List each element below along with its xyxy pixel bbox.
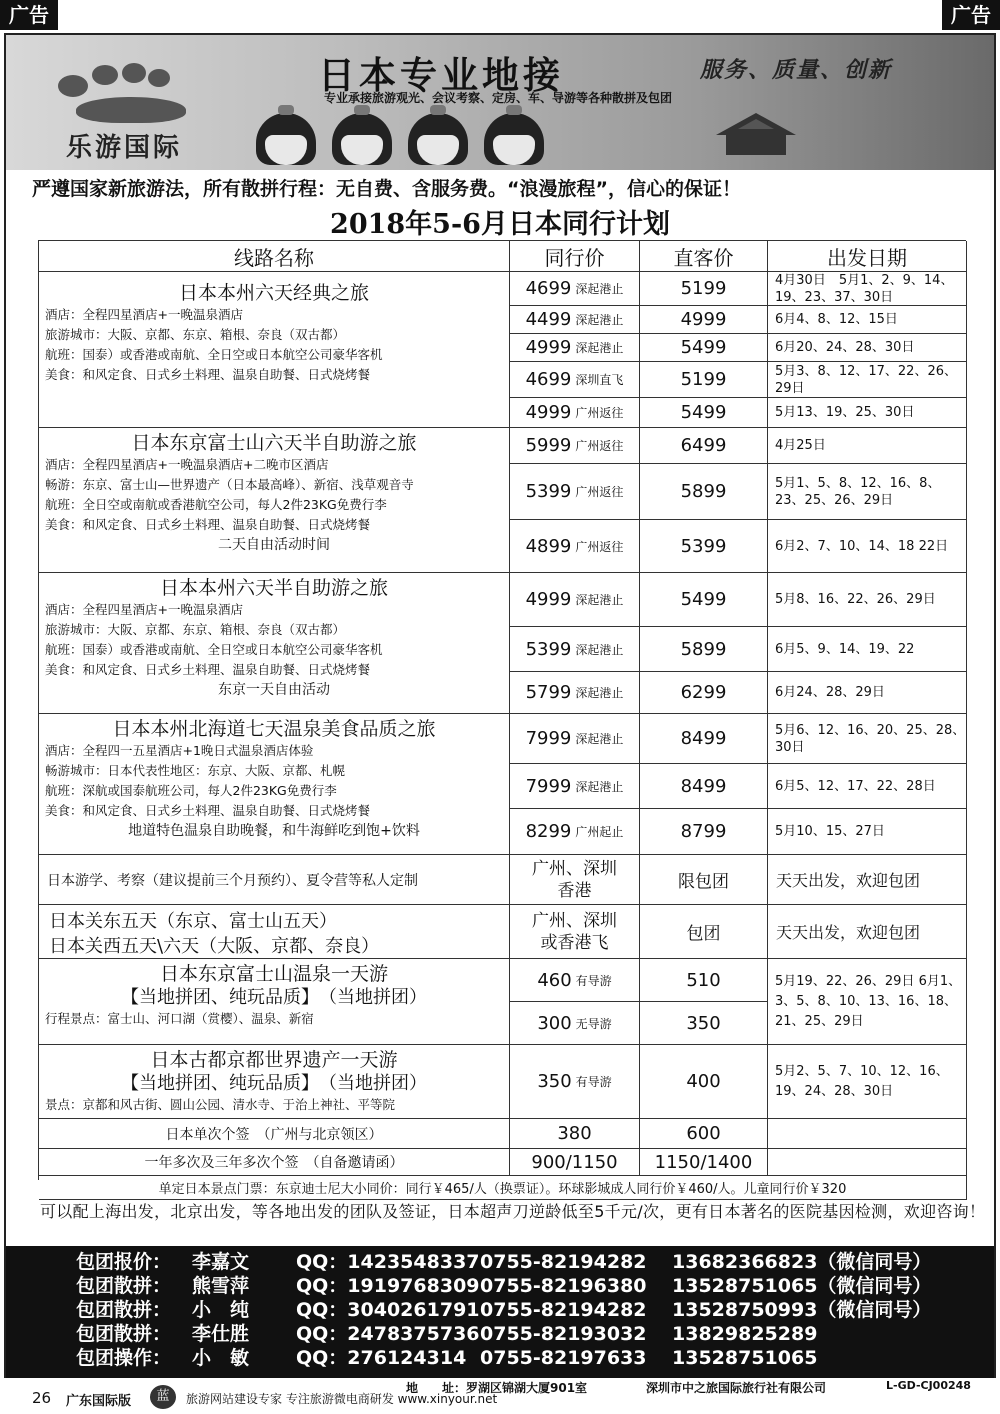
license-number: L-GD-CJ00248 <box>886 1379 971 1392</box>
route-cell <box>39 428 510 573</box>
peer-price-cell <box>510 764 640 809</box>
service-note: 可以配上海出发，北京出发，等各地出发的团队及签证，日本超声刀逆龄低至5千元/次，更有日本著名的医院基因检测，欢迎咨询！ <box>40 1202 986 1221</box>
route-detail: 酒店：全程四星酒店+一晚温泉酒店 <box>45 602 243 617</box>
direct-price: 8499 <box>640 714 768 764</box>
slogan: 服务、质量、创新 <box>700 58 893 83</box>
itinerary-table <box>38 240 966 1197</box>
peer-price: 5799 <box>525 682 572 703</box>
peer-price-cell <box>510 334 640 362</box>
page-footer <box>0 1380 1000 1414</box>
peer-price: 4999 <box>525 402 572 423</box>
departure-city: 深起港止 <box>575 732 624 746</box>
route-cell <box>39 272 510 428</box>
contact-tel: 0755-82193032 <box>480 1323 647 1345</box>
departure-dates: 4月30日 5月1、2、9、14、19、23、37、30日 <box>768 272 967 306</box>
route-detail: 酒店：全程四星酒店+一晚温泉酒店 <box>45 307 243 322</box>
route-detail: 旅游城市：大阪、京都、东京、箱根、奈良（双古都） <box>45 327 346 342</box>
peer-price-cell <box>510 428 640 464</box>
policy-statement: 严遵国家新旅游法，所有散拼行程：无自费、含服务费。“浪漫旅程”，信心的保证！ <box>32 178 741 200</box>
footprint-logo-icon <box>148 69 170 87</box>
contact-name: 小 纯 <box>192 1299 250 1321</box>
departure-dates: 6月5、9、14、19、22 <box>768 627 967 672</box>
contact-role: 包团散拼： <box>76 1299 172 1321</box>
departure-dates: 4月25日 <box>768 428 967 464</box>
peer-price: 300 <box>537 1012 572 1034</box>
departure-city: 广州返往 <box>575 439 624 453</box>
header-dates: 出发日期 <box>768 241 967 272</box>
visa-label: 日本单次个签 （广州与北京领区） <box>39 1119 510 1149</box>
peer-price: 4499 <box>525 309 572 330</box>
doll-icon <box>256 113 316 165</box>
doll-icon <box>408 113 468 165</box>
departure-dates: 5月13、19、25、30日 <box>768 398 967 428</box>
contact-qq: QQ：1919768309 <box>296 1275 480 1297</box>
departure-dates: 6月4、8、12、15日 <box>768 306 967 334</box>
peer-price-cell <box>510 520 640 573</box>
peer-price-cell <box>510 809 640 855</box>
contact-panel <box>6 1246 994 1378</box>
peer-price-cell <box>510 362 640 398</box>
route-cell <box>39 573 510 714</box>
route-title: 日本本州六天经典之旅 <box>178 282 369 304</box>
peer-price-cell <box>510 398 640 428</box>
ad-tag-left: 广告 <box>0 0 58 30</box>
direct-price: 5499 <box>640 398 768 428</box>
departure-city: 广州返往 <box>575 485 624 499</box>
direct-price: 5899 <box>640 464 768 520</box>
peer-price-cell <box>510 627 640 672</box>
contact-name: 李仕胜 <box>192 1323 250 1345</box>
route-title: 日本东京富士山六天半自助游之旅 <box>131 432 417 454</box>
peer-price-cell <box>510 672 640 714</box>
peer-price: 460 <box>537 969 572 991</box>
day-tour-detail: 行程景点：富士山、河口湖（赏樱）、温泉、新宿 <box>45 1011 314 1026</box>
departure-dates: 5月8、16、22、26、29日 <box>768 573 967 627</box>
departure-city: 深圳直飞 <box>575 373 624 387</box>
direct-price: 4999 <box>640 306 768 334</box>
route-detail: 美食：和风定食、日式乡土料理、温泉自助餐、日式烧烤餐 <box>45 662 371 677</box>
route-detail: 畅游：东京、富士山—世界遗产（日本最高峰）、新宿、浅草观音寺 <box>45 477 414 492</box>
footprint-logo-icon <box>58 75 88 97</box>
direct-price: 6299 <box>640 672 768 714</box>
direct-price: 8499 <box>640 764 768 809</box>
peer-price-cell <box>510 272 640 306</box>
direct-price: 350 <box>640 1002 768 1045</box>
custom-tour-dates: 天天出发，欢迎包团 <box>768 855 967 905</box>
guide-note: 无导游 <box>575 1016 612 1031</box>
footprint-logo-icon <box>76 97 186 123</box>
peer-price-cell <box>510 573 640 627</box>
guide-note: 有导游 <box>575 973 612 988</box>
company-name: 深圳市中之旅国际旅行社有限公司 <box>646 1381 827 1395</box>
custom-tour-direct: 限包团 <box>640 855 768 905</box>
group-tour-peer: 广州、深圳 或香港飞 <box>510 905 640 959</box>
brand-name: 乐游国际 <box>66 133 183 163</box>
departure-dates: 5月19、22、26、29日 6月1、3、5、8、10、13、16、18、21、25、29日 <box>768 959 967 1045</box>
peer-price: 4699 <box>525 369 572 390</box>
contact-name: 李嘉文 <box>192 1251 250 1273</box>
peer-price-cell <box>510 1002 640 1045</box>
brand-title: 日本专业地接 <box>318 54 564 97</box>
departure-dates: 5月10、15、27日 <box>768 809 967 855</box>
contact-tel: 0755-82196380 <box>480 1275 647 1297</box>
direct-price: 510 <box>640 959 768 1002</box>
route-detail: 畅游城市：日本代表性地区：东京、大阪、京都、札幌 <box>45 763 346 778</box>
banner <box>6 35 994 170</box>
page-number: 26 <box>32 1389 52 1407</box>
route-detail: 航班：国泰）或香港或南航、全日空或日本航空公司豪华客机 <box>45 642 383 657</box>
day-tour-title: 日本古都京都世界遗产一天游 <box>150 1049 398 1071</box>
group-tour-dates: 天天出发，欢迎包团 <box>768 905 967 959</box>
footprint-logo-icon <box>92 65 118 85</box>
contact-mobile: 13829825289 <box>672 1323 818 1345</box>
departure-city: 深起港止 <box>575 341 624 355</box>
contact-tel: 0755-82194282 <box>480 1299 647 1321</box>
plan-title: 2018年5-6月日本同行计划 <box>330 209 670 240</box>
guide-note: 有导游 <box>575 1075 612 1089</box>
day-tour-tag: 【当地拼团、纯玩品质】 （当地拼团） <box>121 987 427 1008</box>
doll-icon <box>332 113 392 165</box>
day-tour-title: 日本东京富士山温泉一天游 <box>159 963 388 985</box>
publisher-logo-icon: 蓝 <box>150 1385 176 1409</box>
contact-role: 包团散拼： <box>76 1323 172 1345</box>
peer-price: 5399 <box>525 481 572 502</box>
day-tour-cell <box>39 959 510 1045</box>
advertisement-page <box>4 33 996 1395</box>
route-cell <box>39 714 510 855</box>
contact-mobile: 13682366823（微信同号） <box>672 1251 932 1273</box>
contact-mobile: 13528751065（微信同号） <box>672 1275 932 1297</box>
day-tour-detail: 景点：京都和风古街、圆山公园、清水寺、于治上神社、平等院 <box>45 1097 396 1112</box>
contact-row <box>6 1346 994 1370</box>
direct-price: 400 <box>640 1045 768 1119</box>
route-detail: 旅游城市：大阪、京都、东京、箱根、奈良（双古都） <box>45 622 346 637</box>
peer-price: 4999 <box>525 337 572 358</box>
departure-dates: 6月2、7、10、14、18 22日 <box>768 520 967 573</box>
custom-tour-label: 日本游学、考察（建议提前三个月预约）、夏令营等私人定制 <box>39 855 510 905</box>
departure-dates: 6月24、28、29日 <box>768 672 967 714</box>
direct-price: 6499 <box>640 428 768 464</box>
contact-row <box>6 1250 994 1274</box>
custom-tour-peer: 广州、深圳 香港 <box>510 855 640 905</box>
group-tour-direct: 包团 <box>640 905 768 959</box>
group-tour-cell <box>39 905 510 959</box>
departure-dates: 6月20、24、28、30日 <box>768 334 967 362</box>
departure-dates: 5月1、5、8、12、16、8、23、25、26、29日 <box>768 464 967 520</box>
departure-city: 广州返往 <box>575 539 624 554</box>
route-detail: 航班：全日空或南航或香港航空公司，每人2件23KG免费行李 <box>45 497 387 512</box>
departure-city: 深起港止 <box>575 593 624 607</box>
doll-icon <box>484 113 544 165</box>
route-detail: 航班：深航或国泰航班公司，每人2件23KG免费行李 <box>45 783 337 798</box>
peer-price-cell <box>510 959 640 1002</box>
contact-qq: QQ：276124314 <box>296 1347 467 1369</box>
subtitle: 专业承接旅游观光、会议考察、定房、车、导游等各种散拼及包团 <box>324 91 673 105</box>
contact-name: 熊雪萍 <box>192 1275 250 1297</box>
contact-row <box>6 1322 994 1346</box>
peer-price: 7999 <box>525 728 572 749</box>
contact-qq: QQ：1423548337 <box>296 1251 480 1273</box>
header-peer-price: 同行价 <box>510 241 640 272</box>
peer-price-cell <box>510 464 640 520</box>
empty-cell <box>768 1149 967 1176</box>
contact-mobile: 13528751065 <box>672 1347 818 1369</box>
departure-city: 广州起止 <box>575 825 624 839</box>
departure-city: 广州返往 <box>575 406 624 420</box>
route-detail: 酒店：全程四星酒店+一晚温泉酒店+二晚市区酒店 <box>45 457 329 472</box>
peer-price: 4699 <box>525 278 572 299</box>
contact-role: 包团散拼： <box>76 1275 172 1297</box>
group-tour-line: 日本关东五天（东京、富士山五天） <box>49 911 337 932</box>
contact-row <box>6 1274 994 1298</box>
departure-city: 深起港止 <box>575 282 624 296</box>
peer-price-cell <box>510 714 640 764</box>
departure-city: 深起港止 <box>575 642 624 657</box>
peer-price: 7999 <box>525 775 572 797</box>
contact-mobile: 13528750993（微信同号） <box>672 1299 932 1321</box>
address: 地 址：罗湖区锦湖大厦901室 <box>406 1381 588 1395</box>
route-note: 二天自由活动时间 <box>218 537 330 553</box>
departure-city: 深起港止 <box>575 779 624 794</box>
direct-price: 5199 <box>640 272 768 306</box>
departure-dates: 6月5、12、17、22、28日 <box>768 764 967 809</box>
visa-direct-price: 600 <box>640 1119 768 1149</box>
footprint-logo-icon <box>122 63 146 83</box>
peer-price: 5999 <box>525 435 572 456</box>
departure-dates: 5月2、5、7、10、12、16、19、24、28、30日 <box>768 1045 967 1119</box>
peer-price: 350 <box>537 1071 572 1092</box>
direct-price: 8799 <box>640 809 768 855</box>
edition-label: 广东国际版 <box>66 1394 132 1409</box>
contact-qq: QQ：3040261791 <box>296 1299 480 1321</box>
direct-price: 5199 <box>640 362 768 398</box>
peer-price-cell <box>510 306 640 334</box>
visa-peer-price: 900/1150 <box>510 1149 640 1176</box>
route-title: 日本本州北海道七天温泉美食品质之旅 <box>112 718 436 740</box>
castle-icon <box>696 105 816 155</box>
direct-price: 5399 <box>640 520 768 573</box>
departure-city: 深起港止 <box>575 686 624 700</box>
ad-tag-right: 广告 <box>942 0 1000 30</box>
route-detail: 美食：和风定食、日式乡土料理、温泉自助餐、日式烧烤餐 <box>45 367 371 382</box>
visa-peer-price: 380 <box>510 1119 640 1149</box>
departure-dates: 5月6、12、16、20、25、28、30日 <box>768 714 967 764</box>
day-tour-tag: 【当地拼团、纯玩品质】 （当地拼团） <box>121 1073 427 1094</box>
contact-tel: 0755-82194282 <box>480 1251 647 1273</box>
contact-qq: QQ：2478375736 <box>296 1323 480 1345</box>
contact-role: 包团操作： <box>76 1347 172 1369</box>
visa-label: 一年多次及三年多次个签 （自备邀请函） <box>39 1149 510 1176</box>
direct-price: 5899 <box>640 627 768 672</box>
departure-dates: 5月3、8、12、17、22、26、29日 <box>768 362 967 398</box>
peer-price: 4899 <box>525 535 572 557</box>
route-detail: 美食：和风定食、日式乡土料理、温泉自助餐、日式烧烤餐 <box>45 517 371 532</box>
header-direct-price: 直客价 <box>640 241 768 272</box>
route-detail: 酒店：全程四一五星酒店+1晚日式温泉酒店体验 <box>45 743 314 758</box>
route-detail: 美食：和风定食、日式乡土料理、温泉自助餐、日式烧烤餐 <box>45 803 371 818</box>
contact-role: 包团报价： <box>76 1251 172 1273</box>
peer-price: 5399 <box>525 638 572 660</box>
route-detail: 航班：国泰）或香港或南航、全日空或日本航空公司豪华客机 <box>45 347 383 362</box>
footer-text: 旅游网站建设专家 专注旅游微电商研发 www.xinyour.net <box>186 1392 498 1406</box>
visa-direct-price: 1150/1400 <box>640 1149 768 1176</box>
departure-city: 深起港止 <box>575 313 624 327</box>
group-tour-line: 日本关西五天\六天（大阪、京都、奈良） <box>49 936 380 957</box>
peer-price: 8299 <box>525 821 572 842</box>
route-title: 日本本州六天半自助游之旅 <box>159 577 388 599</box>
contact-name: 小 敏 <box>192 1347 250 1369</box>
route-note: 东京一天自由活动 <box>218 682 330 698</box>
route-note: 地道特色温泉自助晚餐，和牛海鲜吃到饱+饮料 <box>128 823 420 839</box>
empty-cell <box>768 1119 967 1149</box>
peer-price-cell <box>510 1045 640 1119</box>
direct-price: 5499 <box>640 573 768 627</box>
direct-price: 5499 <box>640 334 768 362</box>
contact-tel: 0755-82197633 <box>480 1347 647 1369</box>
peer-price: 4999 <box>525 589 572 610</box>
day-tour-cell <box>39 1045 510 1119</box>
contact-row <box>6 1298 994 1322</box>
header-route: 线路名称 <box>39 241 510 272</box>
ticket-info: 单定日本景点门票：东京迪士尼大小同价：同行￥465/人（换票证）。环球影城成人同行价￥460/人。儿童同行价￥320 <box>39 1176 967 1200</box>
